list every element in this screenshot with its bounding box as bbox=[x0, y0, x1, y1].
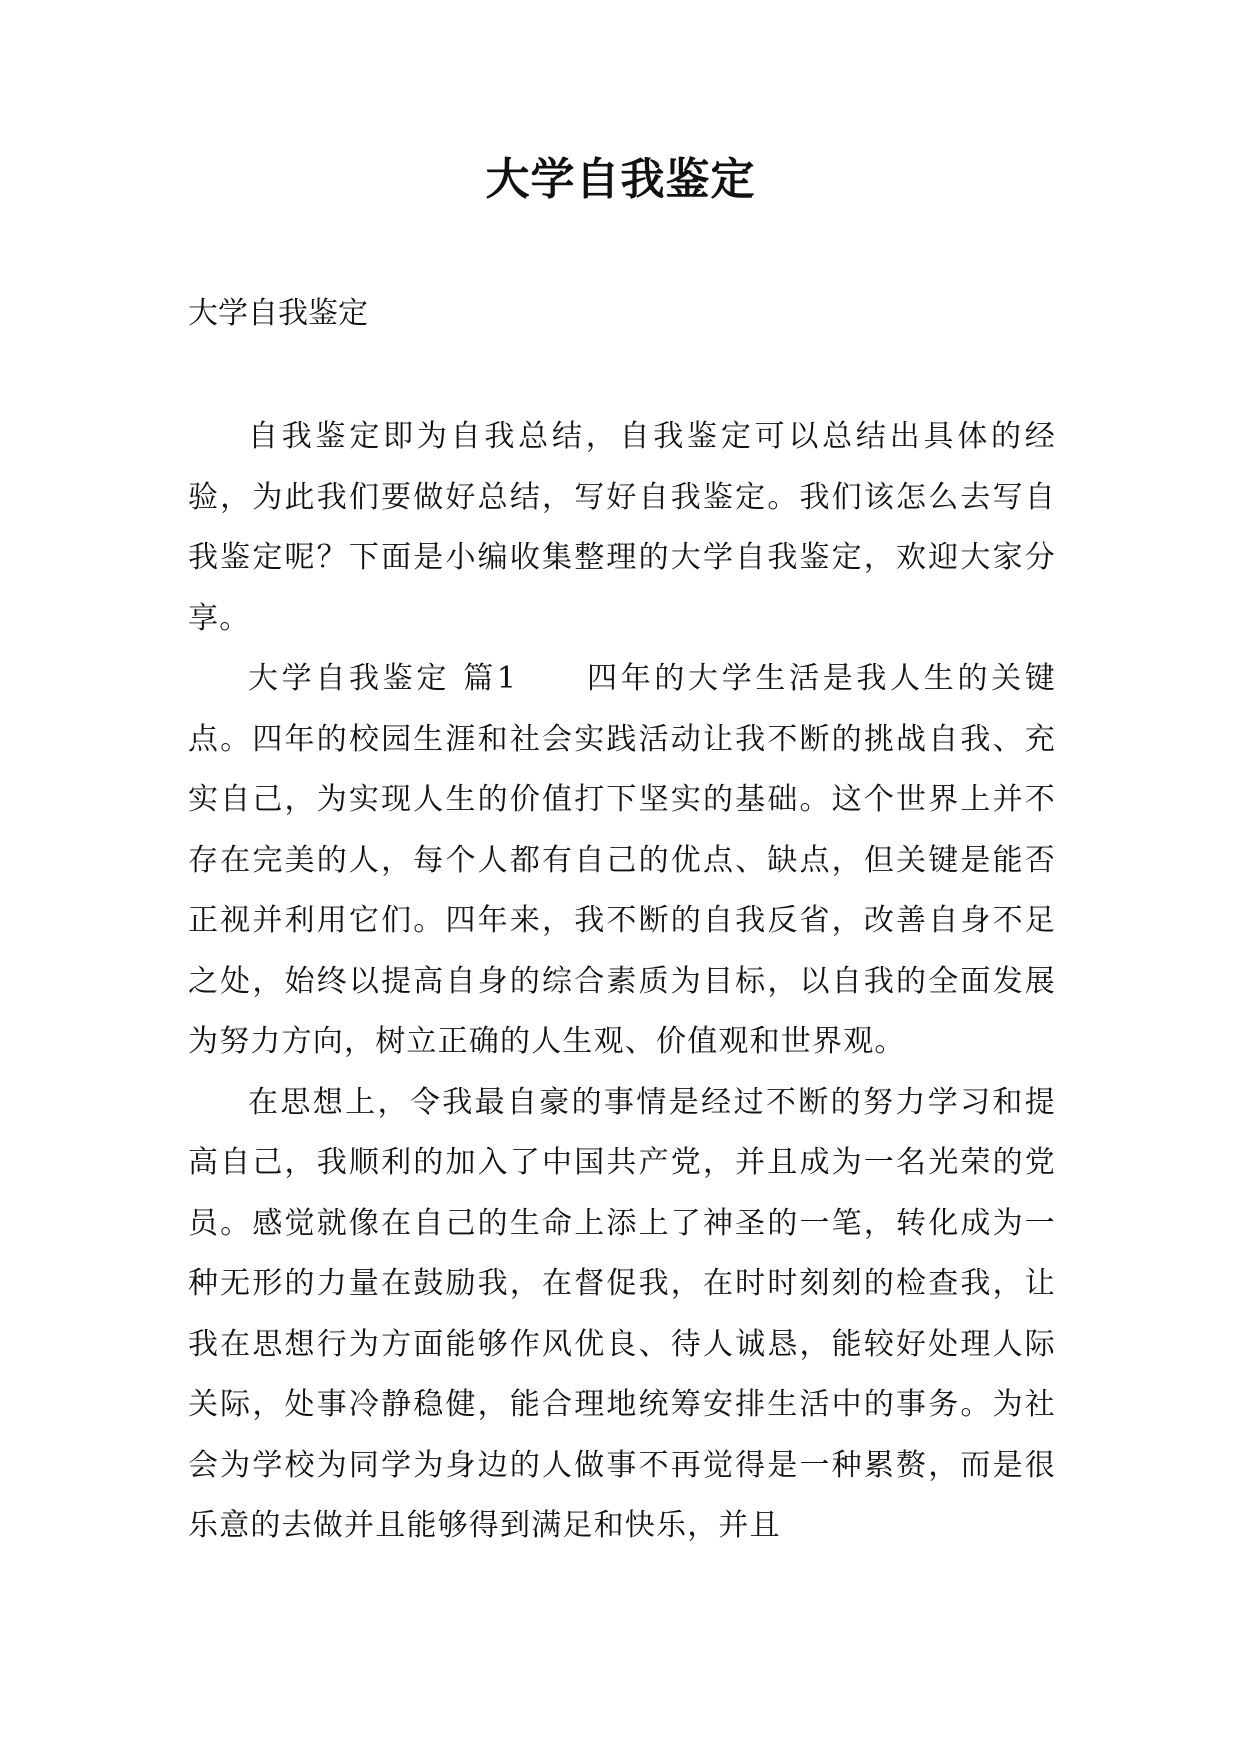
document-subtitle: 大学自我鉴定 bbox=[188, 296, 368, 331]
document-body bbox=[188, 407, 1056, 1557]
page-title: 大学自我鉴定 bbox=[485, 154, 756, 205]
section-1-paragraph: 大学自我鉴定 篇1 四年的大学生活是我人生的关键点。四年的校园生涯和社会实践活动让我不断的挑战自我、充实自己，为实现人生的价值打下坚实的基础。这个世界上并不存在完美的人，每个人都有自己的优点、缺点，但关键是能否正视并利用它们。四年来，我不断的自我反省，改善自身不足之处，始终以提高自身的综合素质为目标，以自我的全面发展为努力方向，树立正确的人生观、价值观和世界观。 bbox=[188, 661, 1056, 1059]
intro-paragraph: 自我鉴定即为自我总结，自我鉴定可以总结出具体的经验，为此我们要做好总结，写好自我鉴定。我们该怎么去写自我鉴定呢？下面是小编收集整理的大学自我鉴定，欢迎大家分享。 bbox=[188, 419, 1056, 636]
ideology-paragraph: 在思想上，令我最自豪的事情是经过不断的努力学习和提高自己，我顺利的加入了中国共产党，并且成为一名光荣的党员。感觉就像在自己的生命上添上了神圣的一笔，转化成为一种无形的力量在鼓励我，在督促我，在时时刻刻的检查我，让我在思想行为方面能够作风优良、待人诚恳，能较好处理人际关际，处事冷静稳健，能合理地统筹安排生活中的事务。为社会为学校为同学为身边的人做事不再觉得是一种累赘，而是很乐意的去做并且能够得到满足和快乐，并且 bbox=[188, 1084, 1056, 1543]
